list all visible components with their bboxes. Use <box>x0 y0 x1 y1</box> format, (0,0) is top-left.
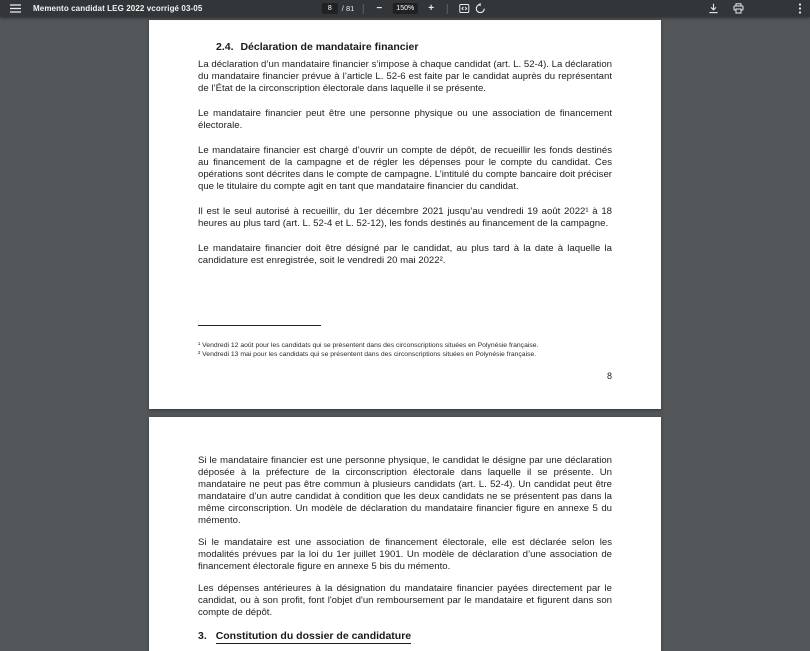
toolbar-divider <box>362 4 363 14</box>
paragraph: Les dépenses antérieures à la désignation du mandataire financier payées directement par le candidat, ou à son profit, font l'objet d'un remboursement par le mandataire et figurent dans son compte de dépôt. <box>198 583 612 618</box>
rotate-button[interactable] <box>472 1 488 16</box>
toolbar-right <box>696 1 810 16</box>
pdf-toolbar <box>0 0 810 17</box>
fit-to-page-button[interactable] <box>456 1 472 16</box>
paragraph: Si le mandataire est une association de financement électorale, elle est déclarée selon les modalités prévues par la loi du 1er juillet 1901. Un modèle de déclaration d’une association de financement électorale figure en annexe 5 bis du mémento. <box>198 537 612 572</box>
zoom-out-button[interactable]: − <box>371 1 387 16</box>
toolbar-center-controls <box>322 0 488 17</box>
section-number: 3. <box>198 630 207 642</box>
pdf-page-8 <box>149 20 661 409</box>
pdf-page-9 <box>149 417 661 651</box>
more-options-button[interactable] <box>792 1 808 16</box>
paragraph: Le mandataire financier est chargé d’ouvrir un compte de dépôt, de recueillir les fonds destinés au financement de la campagne et de régler les dépenses pour le compte du candidat. Ces opérations sont décrites dans le compte de campagne. L’intitulé du compte bancaire doit préciser que le titulaire du compte agit en tant que mandataire financier du candidat. <box>198 145 612 192</box>
kebab-menu-icon <box>798 3 802 14</box>
rotate-counterclockwise-icon <box>475 3 486 14</box>
paragraph: Il est le seul autorisé à recueillir, du 1er décembre 2021 jusqu’au vendredi 19 août 2022¹ à 18 heures au plus tard (art. L. 52-4 et L. 52-12), les fonds destinés au financement de la campagne. <box>198 206 612 229</box>
paragraph: La déclaration d’un mandataire financier s’impose à chaque candidat (art. L. 52-4). La déclaration du mandataire financier prévue à l’article L. 52-6 est faite par le candidat auprès du représentant de l’État de la circonscription électorale dans laquelle il se présente. <box>198 59 612 94</box>
download-button[interactable] <box>705 1 721 16</box>
document-canvas[interactable] <box>0 17 810 651</box>
footnote-1: ¹ Vendredi 12 août pour les candidats qui se présentent dans des circonscriptions situées en Polynésie française. <box>198 342 539 349</box>
hamburger-icon <box>10 4 21 13</box>
paragraph: Si le mandataire financier est une personne physique, le candidat le désigne par une déclaration déposée à la préfecture de la circonscription électorale dans laquelle il se présente. Un mandataire ne peut pas être commun à plusieurs candidats (art. L. 52-4). Un candidat peut être mandataire d’un autre candidat à condition que les deux candidats ne se présentent pas dans la même circonscription. Un modèle de déclaration du mandataire financier figure en annexe 5 du mémento. <box>198 455 612 526</box>
footnotes <box>198 342 612 360</box>
footnote-separator-rule <box>198 325 321 326</box>
fit-to-page-icon <box>459 3 470 14</box>
zoom-level[interactable]: 150% <box>392 3 418 14</box>
section-number: 2.4. <box>216 41 234 53</box>
page-number-label: 8 <box>606 371 612 381</box>
menu-button[interactable] <box>7 1 23 16</box>
page-number-input[interactable] <box>322 3 338 14</box>
paragraph: Le mandataire financier peut être une personne physique ou une association de financement électorale. <box>198 108 612 131</box>
document-title: Memento candidat LEG 2022 vcorrigé 03-05 <box>33 4 203 13</box>
section-heading-3 <box>198 629 612 643</box>
page-9-body <box>149 455 661 643</box>
download-icon <box>708 3 719 14</box>
page-count-label: / 81 <box>341 4 355 13</box>
page-8-body <box>149 40 661 267</box>
footnote-2: ² Vendredi 13 mai pour les candidats qui se présentent dans des circonscriptions situées en Polynésie française. <box>198 350 537 358</box>
section-title: Déclaration de mandataire financier <box>240 41 419 53</box>
toolbar-divider <box>447 4 448 14</box>
zoom-in-button[interactable]: + <box>423 1 439 16</box>
print-icon <box>733 3 744 14</box>
print-button[interactable] <box>730 1 746 16</box>
section-heading-2-4 <box>216 40 612 54</box>
section-title: Constitution du dossier de candidature <box>215 630 412 642</box>
toolbar-left <box>0 1 202 16</box>
paragraph: Le mandataire financier doit être désigné par le candidat, au plus tard à la date à laquelle la candidature est enregistrée, soit le vendredi 20 mai 2022². <box>198 243 612 266</box>
